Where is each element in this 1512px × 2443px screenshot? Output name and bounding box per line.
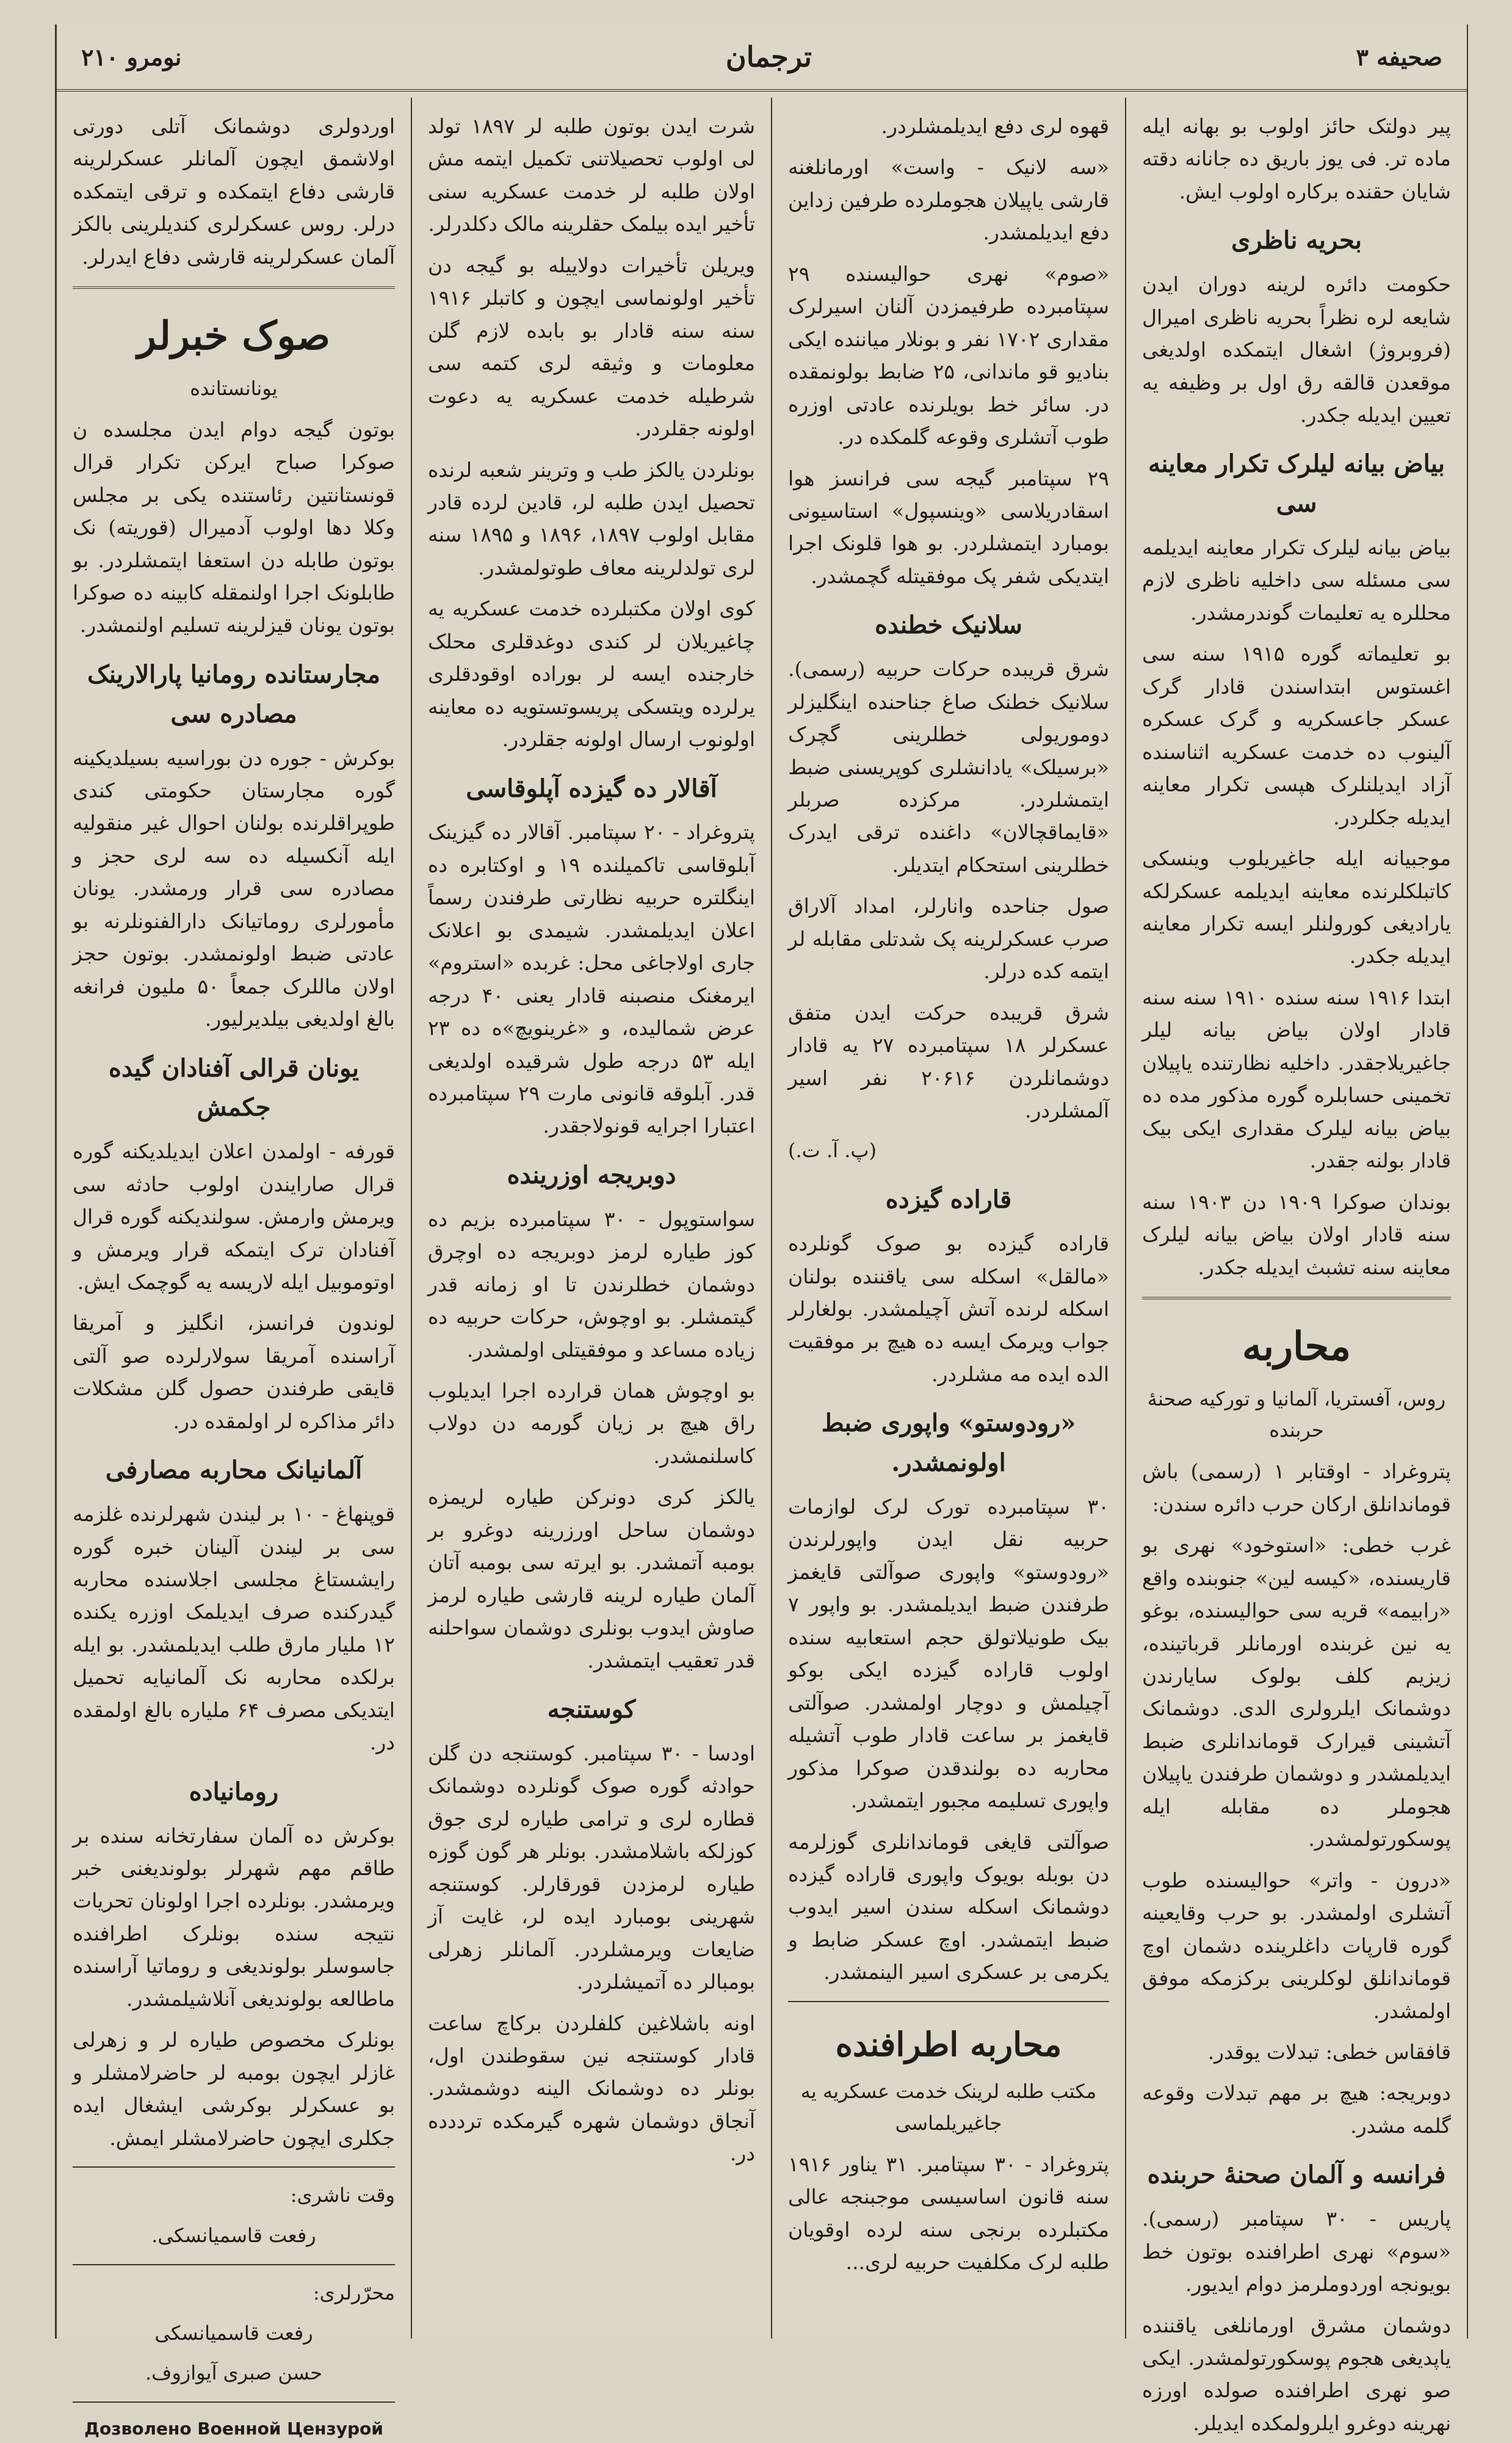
section-heading: بیاض بیانه لیلرک تکرار معاینه سی xyxy=(1148,449,1445,518)
editor-name: رفعت قاسمیانسکی xyxy=(154,2321,313,2345)
paragraph: بو اوچوش همان قرارده اجرا ایدیلوب راق هیچ بر زیان گورمه دن دولاب کاسلنمشدر. xyxy=(428,1379,755,1468)
columns xyxy=(57,98,1467,2439)
divider xyxy=(73,2264,395,2265)
publisher-label: وقت ناشری: xyxy=(290,2183,395,2207)
war-heading: محاربه xyxy=(1242,1323,1351,1370)
masthead xyxy=(57,24,1467,92)
war-subheading: روس، آفستریا، آلمانیا و تورکیه صحنهٔ حربنده xyxy=(1147,1387,1446,1442)
paragraph: بوکرش ده آلمان سفارتخانه سنده بر طاقم مهم شهرلر بولوندیغنی خبر ویرمشدر. بونلرده اجرا اولونان تحریات نتیجه سنده بونلرک اطرافنده جاسوسلر بولوندیغی و روماتیا آراسنده ماطالعه بولوندیغی آنلاشیلمشدر. xyxy=(73,1823,395,2011)
paragraph: بوندان صوکرا ۱۹۰۹ دن ۱۹۰۳ سنه سنه قادار اولان بیاض بیانه لیلرک معاینه سنه تشبث ایدیله جکدر. xyxy=(1142,1189,1451,1279)
divider xyxy=(73,2166,395,2168)
paragraph: بوتون گیجه دوام ایدن مجلسده ن صوکرا صباح ایرکن تکرار قرال قونستانتین رئاستنده یکی بر مجلس وکلا دها اولوب آدمیرال (قوریته) نک بوتون طابله دن استعفا ایتمشلردر. بو طابلونک اجرا اولنمقله کابینه ده صوکرا بوتون یونان قیزلرینه تسلیم اولنمشدر. xyxy=(73,417,395,637)
paragraph: کوی اولان مکتبلرده خدمت عسکریه یه چاغیریلان لر کندی دوغدقلری محلک خارجنده ایسه لر بوراده اوقودقلری یرلرده ویتسکی پریسوتستویه ده معاینه اولونوب ارسال اولونه جقلردر. xyxy=(428,597,755,752)
section-heading: آلمانیانک محاربه مصارفی xyxy=(105,1456,363,1485)
paragraph: قهوه لری دفع ایدیلمشلردر. xyxy=(881,114,1109,138)
article-subheading: مکتب طلبه لرینک خدمت عسکریه یه جاغیریلماسی xyxy=(800,2080,1097,2135)
war-surroundings-heading: محاربه اطرافنده xyxy=(835,2024,1062,2064)
paragraph: لوندون فرانسز، انگلیز و آمریقا آراسنده آمریقا سولارلرده صو آلتی قایقی طرفندن حصول گلن مشکلات دائر مذاکره لر اولمقده در. xyxy=(73,1311,395,1433)
paragraph: بونلرک مخصوص طیاره لر و زهرلی غازلر ایچون بومبه لر حاضرلامشلر و بو عسکرلر بوکرشی ایشغال ایده جکلری ایچون حاضرلامشلر ایمش. xyxy=(73,2028,395,2150)
paragraph: بیاض بیانه لیلرک تکرار معاینه ایدیلمه سی مسئله سی داخلیه ناظری لازم محللره یه تعلیمات گوندرمشدر. xyxy=(1142,535,1451,625)
editor-name: حسن صبری آیوازوف. xyxy=(145,2361,323,2385)
paragraph: دوشمان مشرق اورمانلغی یاقننده یاپدیغی هجوم پوسکورتولمشدر. ایکی صو نهری اطرافنده صولده اورزه نهرینه دوغرو ایلرولمکده ایدیلر. xyxy=(1142,2313,1451,2435)
section-heading: دوبریجه اوزرینده xyxy=(507,1160,676,1189)
paragraph: «سه لانیک - واست» اورمانلغنه قارشی یاپیلان هجوملرده طرفین زداین دفع ایدیلمشدر. xyxy=(788,155,1109,245)
paragraph: موجبیانه ایله جاغیریلوب وینسکی کاتبلکلرنده معاینه ایدیلمه عسکرلکه یارادیغی کورولنلر ایسه تکرار معاینه ایدیله جکدر. xyxy=(1142,846,1451,968)
section-heading: بحریه ناظری xyxy=(1231,226,1362,255)
section-heading: قاراده گیزده xyxy=(885,1185,1012,1214)
latest-news-heading: صوک خبرلر xyxy=(137,313,330,360)
editors-label: محرّرلری: xyxy=(313,2281,395,2304)
newspaper-page xyxy=(55,24,1468,2439)
issue-label: نومرو ۲۱۰ xyxy=(81,43,182,71)
section-heading: مجارستانده رومانیا پارالارینک مصادره سی xyxy=(87,659,380,728)
paragraph: پتروغراد - ۲۰ سپتامبر. آقالار ده گیزینک آبلوقاسی تاکمیلنده ۱۹ و اوکتابره ده اینگلتره حربیه نظارتی طرفندن رسماً اعلان ایدیلمشدر. شیمدی بو اعلانک جاری اولاجاغی محل: غربده «استروم» ایرمغنک منصبنه قادار یعنی ۴۰ درجه عرض شمالیده، و «غرینویچ»ه ده ۲۳ ایله ۵۳ درجه طول شرقیده اولدیغی قدر. آبلوقه قانونی مارت ۲۹ سپتامبرده اعتبارا اجرایه قونولاجقدر. xyxy=(428,820,756,1138)
section-heading: فرانسه و آلمان صحنهٔ حربنده xyxy=(1147,2160,1446,2190)
paragraph: پتروغراد - اوقتابر ۱ (رسمی) باش قوماندانلق ارکان حرب دائره سندن: xyxy=(1142,1459,1451,1516)
paragraph: صوآلتی قایغی قوماندانلری گوزلرمه دن بوبله بویوک واپوری قاراده گیزده دوشمانک اسکله سندن اسیر ایدوب ضبط ایتمشدر. اوچ عسکر ضابط و یکرمی بر عسکری اسیر الینمشدر. xyxy=(788,1829,1109,1984)
paragraph: قافقاس خطی: تبدلات یوقدر. xyxy=(1207,2040,1451,2064)
paragraph: شرت ایدن بوتون طلبه لر ۱۸۹۷ تولد لی اولوب تحصیلاتنی تکمیل ایتمه مش اولان طلبه لر خدمت عسکریه سنی تأخیر ایده بیلمک حقلرینه مالک دکلدرلر. xyxy=(428,114,755,236)
paragraph: شرق قریبده حرکت ایدن متفق عسکرلر ۱۸ سپتامبرده ۲۷ یه قادار دوشمانلردن ۲۰۶۱۶ نفر اسیر آلمشلردر. xyxy=(788,1000,1109,1123)
paragraph: ۲۹ سپتامبر گیجه سی فرانسز هوا اسقادریلاسی «وینسپول» استاسیونی بومبارد ایتمشلردر. بو هوا قلونک اجرا ایتدیکی شفر پک موفقیتله گچمشدر. xyxy=(788,466,1109,588)
section-heading: سلانیک خطنده xyxy=(875,611,1022,640)
paragraph: یالکز کری دونرکن طیاره لریمزه دوشمان ساحل اورزرینه دوغرو بر بومبه آتمشدر. بو ایرته سی بومبه آتان آلمان طیاره لرینه قارشی طیاره لرمز صاوش ایدوب بونلری دوشمان سواحلنه قدر تعقیب ایتمشدر. xyxy=(428,1485,755,1672)
publisher-name: رفعت قاسمیانسکی. xyxy=(151,2223,316,2247)
divider xyxy=(73,2401,395,2403)
section-heading: «رودوستو» واپوری ضبط اولونمشدر. xyxy=(821,1409,1076,1478)
paragraph: بو تعلیماته گوره ۱۹۱۵ سنه سی اغستوس ابتداسندن قادار گرک عسکر جاعسکریه و گرک عسکره آلینوب ده خدمت عسکریه اثناسنده آزاد ایدیلنلرک هپسی تکرار معاینه ایدیله جکلردر. xyxy=(1142,642,1451,829)
page-label: صحیفه ۳ xyxy=(1356,43,1442,71)
source-signature: (پ. آ. ت.) xyxy=(788,1139,877,1163)
divider xyxy=(1142,1297,1451,1299)
paragraph: حکومت دائره لرینه دوران ایدن شایعه لره نظراً بحریه ناظری امیرال (فروبروژ) اشغال ایتمکده اولدیغی موقعدن قالقه رق اول بر وظیفه یه تعیین ایدیله جکدر. xyxy=(1142,272,1451,427)
paragraph: ویریلن تأخیرات دولاییله بو گیجه دن تأخیر اولونماسی ایچون و کاتبلر ۱۹۱۶ سنه سنه قادار بو بابده لازم گلن معلومات و وثیقه لری کتمه سی شرطیله خدمت عسکریه یه دعوت اولونه جقلردر. xyxy=(428,253,755,441)
column-4 xyxy=(57,98,411,2439)
section-heading: کوستنجه xyxy=(547,1695,636,1724)
paragraph: غرب خطی: «استوخود» نهری بو قاریسنده، «کیسه لین» جنوبنده واقع «رابیمه» قریه سی حوالیسنده، بوغو یه نین غربنده اورمانلر قرباتینده، زیزیم کلف بولوک سایارندن دوشمانک ایلرولری الدی. دوشمانک آتشینی قیرارک قوماندانلری ضبط ایدیلمشدر و دوشمان طرفندن یاپیلان هجوملر ده مقابله ایله پوسکورتولمشدر. xyxy=(1142,1533,1451,1851)
paragraph: پاریس - ۳۰ سپتامبر (رسمی). «سوم» نهری اطرافنده بوتون خط بویونجه اوردوملرمز دوام ایدیور. xyxy=(1142,2207,1451,2296)
paragraph: اودسا - ۳۰ سپتامبر. کوستنجه دن گلن حوادثه گوره صوک گونلرده دوشمانک قطاره لری و ترامی طیاره لری جوق کوزلکه باشلامشدر. بونلر هر گون گوزه طیاره لرمزدن قورقارلر. کوستنجه شهرینی بومبارد ایده لر، غایت آز ضایعات ویرمشلردر. آلمانلر زهرلی بومبالر ده آتمیشلردر. xyxy=(428,1741,755,1994)
paragraph: ۳۰ سپتامبرده تورک لرک لوازمات حربیه نقل ایدن واپورلرندن «رودوستو» واپوری صوآلتی قایغمز طرفندن ضبط ایدیلمشدر. بو واپور ۷ بیک طونیلاتولق حجم استعابیه سنده اولوب قاراده گیزده ایکی بوکو آچیلمش و دوچار اولمشدر. صوآلتی قایغمز بر ساعت قادار طوب آتشیله محاربه ده بولندقدن صوکرا مذکور واپوری تسلیمه مجبور ایتمشدر. xyxy=(788,1494,1109,1813)
paragraph: «درون - واتر» حوالیسنده طوب آتشلری اولمشدر. بو حرب وقایعینه گوره قارپات داغلرینده دشمان اوچ قوماندانلق لوکلرینی برکزمکه موفق اولمشدر. xyxy=(1142,1868,1451,2023)
paragraph: قاراده گیزده بو صوک گونلرده «مالقل» اسکله سی یاقننده بولنان اسکله لرنده آتش آچیلمشدر. بولغارلر جواب ویرمک ایسه ده هیچ بر موفقیت الده ایده مه مشلردر. xyxy=(788,1232,1109,1386)
divider xyxy=(73,286,395,289)
paragraph: دوبریجه: هیچ بر مهم تبدلات وقوعه گلمه مشدر. xyxy=(1142,2081,1451,2138)
paragraph: قوپنهاغ - ۱۰ بر لیندن شهرلرنده غلزمه سی بر لیندن آلینان خبره گوره رایشستاغ مجلسی اجلاسنده محاربه گیدرکنده صرف ایدیلمک اوزره یکنده ۱۲ ملیار مارق طلب ایدیلمشدر. بو ایله برلکده محاربه نک آلمانیایه تحمیل ایتدیکی مصرف ۶۴ ملیاره بالغ اولمقده در. xyxy=(73,1502,395,1755)
paragraph: ابتدا ۱۹۱۶ سنه سنده ۱۹۱۰ سنه سنه قادار اولان بیاض بیانه لیلر جاغیریلاجقدر. داخلیه نظارتنده یاپیلان تخمینی حسابلره گوره مذکور مده ده بیاض بیانه لیلرک مقداری ایکی بیک قادار بولنه جقدر. xyxy=(1142,985,1451,1173)
column-3 xyxy=(411,98,771,2339)
paragraph: اوردولری دوشمانک آتلی دورتی اولاشمق ایچون آلمانلر عسکرلرینه قارشی دفاع ایتمکده و ترقی ایتمکده درلر. روس عسکرلری کندیلرینی بالکز آلمان عسکرلرینه قارشی دفاع ایدرلر. xyxy=(73,114,395,269)
censorship-notice: Дозволено Военной Цензурой xyxy=(84,2419,383,2439)
paragraph: سواستوپول - ۳۰ سپتامبرده بزیم ده کوز طیاره لرمز دوبریجه ده اوچرق دوشمان خطلرندن تا او زمانه قدر گیتمشلر. بو اوچوش، حرکات حربیه ده زیاده مساعد و موفقیتلی اولمشدر. xyxy=(428,1207,755,1362)
paragraph: صول جناحده وانارلر، امداد آلاراق صرب عسکرلرینه پک شدتلی مقابله لر ایتمه کده درلر. xyxy=(788,894,1109,984)
paragraph: شرق قریبده حرکات حربیه (رسمی). سلانیک خطنک صاغ جناحنده اینگلیزلر دوموریولی خطلرینی گچرک «برسیلک» یادانشلری کوپریسنی ضبط ایتمشلردر. مرکزده صربلر «قایماقچالان» داغنده ترقی ایدرک خطلرینی استحکام ایتدیلر. xyxy=(788,657,1109,877)
paragraph: اونه باشلاغین کلفلردن برکاچ ساعت قادار کوستنجه نین سقوطندن اول، بونلر ده دوشمانک الینه دوشمشدر. آنجاق دوشمان شهره گیرمکده ترددده در. xyxy=(428,2011,755,2166)
section-heading: رومانیاده xyxy=(189,1777,279,1806)
article-subheading: یونانستانده xyxy=(190,376,278,400)
paragraph: قورفه - اولمدن اعلان ایدیلدیکنه گوره قرال صارایندن اولوب حادثه سی ویرمش وارمش. سولندیکنه گوره قرال آفنادان ترک ایتمکه قرار ویرمش و اوتوموبیل ایله لاریسه یه گوچمک ایش. xyxy=(73,1139,395,1294)
paper-name: ترجمان xyxy=(725,40,812,73)
divider xyxy=(788,2001,1109,2002)
paragraph: بوکرش - جوره دن بوراسیه بسیلدیکینه گوره مجارستان حکومتی کندی طوپراقلرنده بولنان احوال غیر منقولیه ایله آنکسیله ده سه لری حجز و مصادره سی قرار ورمشدر. یونان مأمورلری روماتیانک دارالفنونلرنه بو عادتی ضبط اولونمشدر. بوتون حجز اولان ماللرک جمعاً ۵۰ ملیون فرانغه بالغ اولدیغی بیلدیرلیور. xyxy=(73,746,395,1031)
section-heading: یونان قرالی آفنادان گیده جکمش xyxy=(109,1053,359,1122)
paragraph: پیر دولتک حائز اولوب بو بهانه ایله ماده تر. فی یوز باریق ده جانانه دقته شایان حقنده برکاره اولوب ایش. xyxy=(1142,114,1451,203)
column-1 xyxy=(1125,98,1467,2435)
paragraph: پتروغراد - ۳۰ سپتامبر. ۳۱ یناور ۱۹۱۶ سنه قانون اساسیسی موجبنجه عالی مکتبلرده برنجی سنه لرده اوقویان طلبه لرک مکلفیت حربیه لری... xyxy=(788,2152,1109,2274)
section-heading: آقالار ده گیزده آپلوقاسی xyxy=(466,774,717,803)
column-2 xyxy=(771,98,1125,2339)
paragraph: بونلردن یالکز طب و وترینر شعبه لرنده تحصیل ایدن طلبه لر، قادین لرده قادر مقابل اولوب ۱۸۹۷، ۱۸۹۶ و ۱۸۹۵ سنه لری تولدلرینه معاف طوتولمشدر. xyxy=(428,457,755,579)
paragraph: «صوم» نهری حوالیسنده ۲۹ سپتامبرده طرفیمزدن آلنان اسیرلرک مقداری ۱۷۰۲ نفر و بونلار میاننده ایکی بنادیو قو ماندانی، ۲۵ ضابط بولونمقده در. سائر خط بویلرنده عادتی اوزره طوب آتشلری وقوعه گلمکده در. xyxy=(788,261,1110,449)
